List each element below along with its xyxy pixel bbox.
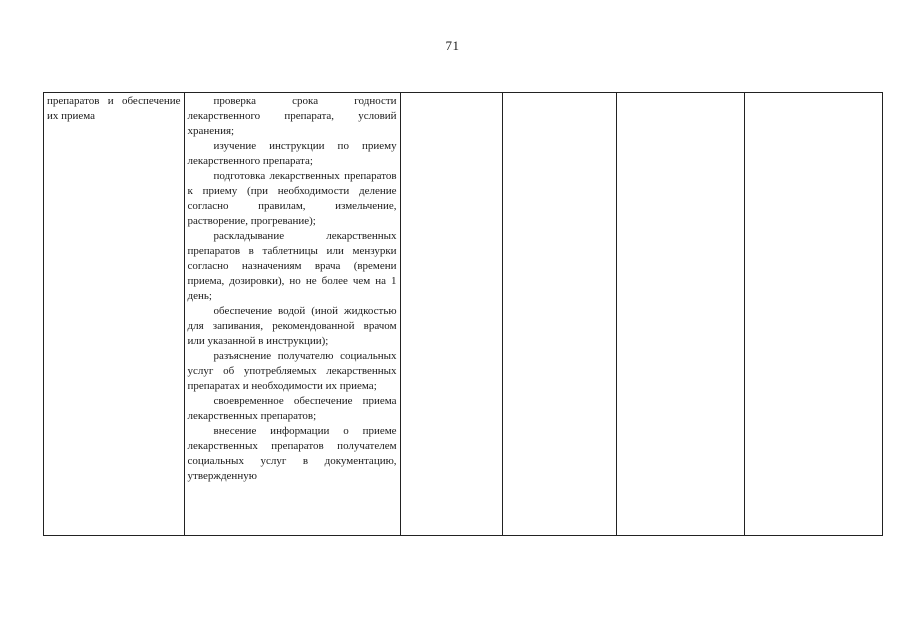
description-paragraph: подготовка лекарственных препаратов к приему (при необходимости деление согласно правилам, измельчение, растворение, прогревание); [187, 170, 397, 227]
empty-cell [616, 93, 744, 536]
empty-cell [503, 93, 616, 536]
page-number: 71 [445, 38, 460, 53]
description-paragraph: своевременное обеспечение приема лекарственных препаратов; [187, 395, 397, 422]
description-paragraph: раскладывание лекарственных препаратов в таблетницы или мензурки согласно назначениям врача (времени приема, дозировки), но не более чем на 1 день; [187, 230, 397, 302]
service-description-cell [184, 93, 400, 536]
description-paragraph: проверка срока годности лекарственного препарата, условий хранения; [187, 95, 397, 137]
table-row [44, 93, 883, 536]
service-name-cell [44, 93, 185, 536]
empty-cell [744, 93, 882, 536]
description-paragraph: внесение информации о приеме лекарственных препаратов получателем социальных услуг в документацию, утвержденную [187, 425, 397, 482]
description-paragraph: изучение инструкции по приему лекарственного препарата; [187, 140, 397, 167]
empty-cell [400, 93, 503, 536]
service-name-text: препаратов и обеспечение их приема [47, 95, 181, 122]
description-paragraph: обеспечение водой (иной жидкостью для запивания, рекомендованной врачом или указанной в инструкции); [187, 305, 397, 347]
services-table [43, 92, 883, 536]
description-paragraph: разъяснение получателю социальных услуг об употребляемых лекарственных препаратах и необходимости их приема; [187, 350, 397, 392]
